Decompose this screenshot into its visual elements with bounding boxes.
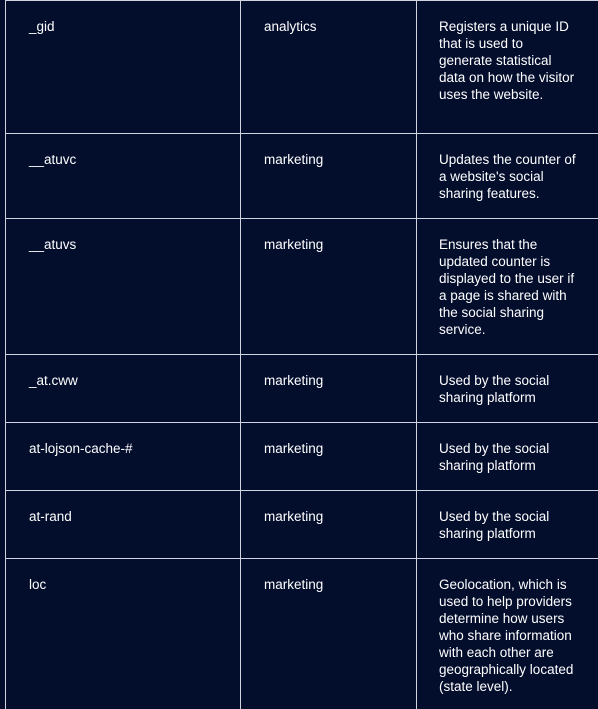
cookie-category-cell: marketing <box>241 134 417 219</box>
cookie-description-cell: Used by the social sharing platform <box>417 423 598 491</box>
cookie-description-cell: Used by the social sharing platform <box>417 491 598 559</box>
table-row <box>6 559 598 709</box>
table-row <box>6 355 598 423</box>
table-row <box>6 1 598 134</box>
cookie-category-cell: analytics <box>241 1 417 134</box>
cookie-name-cell: __atuvs <box>6 219 241 355</box>
table-row <box>6 491 598 559</box>
cookie-description-cell: Ensures that the updated counter is displayed to the user if a page is shared with the social sharing service. <box>417 219 598 355</box>
cookie-description-cell: Registers a unique ID that is used to generate statistical data on how the visitor uses the website. <box>417 1 598 134</box>
cookie-description-cell: Updates the counter of a website's social sharing features. <box>417 134 598 219</box>
cookie-category-cell: marketing <box>241 355 417 423</box>
table-row <box>6 423 598 491</box>
cookie-name-cell: __atuvc <box>6 134 241 219</box>
cookie-name-cell: at-lojson-cache-# <box>6 423 241 491</box>
cookie-name-cell: _at.cww <box>6 355 241 423</box>
cookie-category-cell: marketing <box>241 219 417 355</box>
cookie-name-cell: at-rand <box>6 491 241 559</box>
cookie-category-cell: marketing <box>241 491 417 559</box>
cookie-description-cell: Geolocation, which is used to help providers determine how users who share information with each other are geographically located (state level). <box>417 559 598 709</box>
cookie-description-cell: Used by the social sharing platform <box>417 355 598 423</box>
cookie-category-cell: marketing <box>241 423 417 491</box>
cookie-category-cell: marketing <box>241 559 417 709</box>
table-row <box>6 134 598 219</box>
cookie-table <box>5 0 598 709</box>
cookie-name-cell: loc <box>6 559 241 709</box>
table-row <box>6 219 598 355</box>
cookie-name-cell: _gid <box>6 1 241 134</box>
